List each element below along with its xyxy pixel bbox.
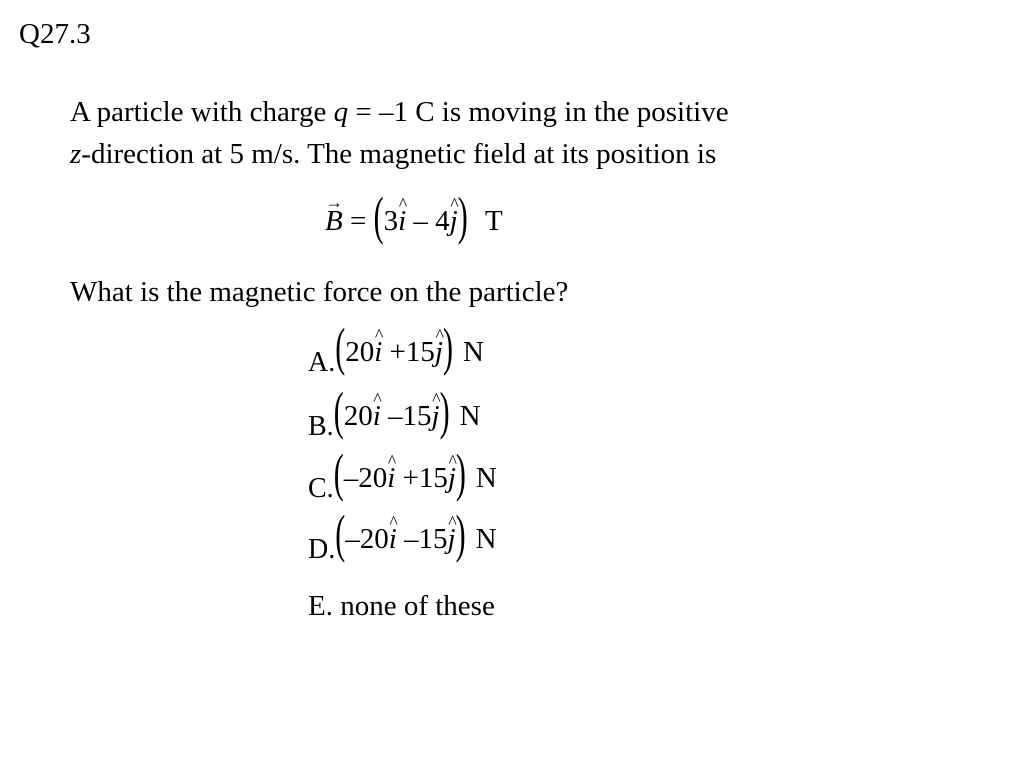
slide-title: Q27.3 xyxy=(19,18,91,50)
answer-coef-i: 20 xyxy=(345,336,375,368)
i-hat: i ^ xyxy=(398,205,406,238)
answer-op-j: +15 xyxy=(382,336,435,368)
answer-c xyxy=(308,445,497,504)
answer-a xyxy=(308,319,484,378)
field-op-j: – 4 xyxy=(413,205,450,237)
i-hat: i ^ xyxy=(373,400,381,433)
question-line-1-pre: A particle with charge xyxy=(70,96,334,128)
j-hat: j ^ xyxy=(435,336,443,369)
question-line-1 xyxy=(70,96,729,129)
j-hat: j ^ xyxy=(448,462,456,495)
question-line-1-post: = –1 C is moving in the positive xyxy=(348,96,729,128)
open-paren: ( xyxy=(335,319,346,377)
j-hat: j ^ xyxy=(432,400,440,433)
answer-unit: N xyxy=(475,523,497,555)
field-equation xyxy=(325,188,503,246)
answer-letter: D. xyxy=(308,534,336,565)
j-hat: j ^ xyxy=(448,523,456,556)
open-paren: ( xyxy=(333,383,344,441)
question-line-2-post: -direction at 5 m/s. The magnetic field at its position is xyxy=(81,138,717,170)
answer-unit: N xyxy=(459,400,481,432)
field-vector-symbol: B → xyxy=(325,205,343,238)
close-paren: ) xyxy=(442,319,453,377)
i-hat: i ^ xyxy=(374,336,382,369)
answer-coef-i: –20 xyxy=(343,462,388,494)
answer-op-j: +15 xyxy=(395,462,448,494)
z-symbol: z xyxy=(70,138,82,170)
open-paren: ( xyxy=(335,506,346,564)
answer-letter: C. xyxy=(308,473,334,504)
close-paren: ) xyxy=(457,188,468,246)
answer-letter: A. xyxy=(308,347,336,378)
close-paren: ) xyxy=(439,383,450,441)
answer-op-j: –15 xyxy=(380,400,432,432)
i-hat: i ^ xyxy=(387,462,395,495)
question-prompt: What is the magnetic force on the particle? xyxy=(70,276,569,308)
field-coef-i: 3 xyxy=(383,205,399,237)
answer-d xyxy=(308,506,497,565)
j-hat: j ^ xyxy=(450,205,458,238)
answer-unit: N xyxy=(475,462,497,494)
charge-symbol: q xyxy=(333,96,349,128)
open-paren: ( xyxy=(373,188,384,246)
i-hat: i ^ xyxy=(389,523,397,556)
answer-e: E. none of these xyxy=(308,590,495,622)
close-paren: ) xyxy=(455,445,466,503)
open-paren: ( xyxy=(333,445,344,503)
answer-coef-i: 20 xyxy=(343,400,373,432)
answer-coef-i: –20 xyxy=(345,523,389,555)
answer-letter: B. xyxy=(308,411,334,442)
equals-sign: = xyxy=(349,205,367,237)
question-line-2 xyxy=(70,138,716,171)
field-unit: T xyxy=(484,205,503,237)
answer-unit: N xyxy=(462,336,484,368)
answer-op-j: –15 xyxy=(396,523,448,555)
close-paren: ) xyxy=(455,506,466,564)
answer-b xyxy=(308,383,481,442)
